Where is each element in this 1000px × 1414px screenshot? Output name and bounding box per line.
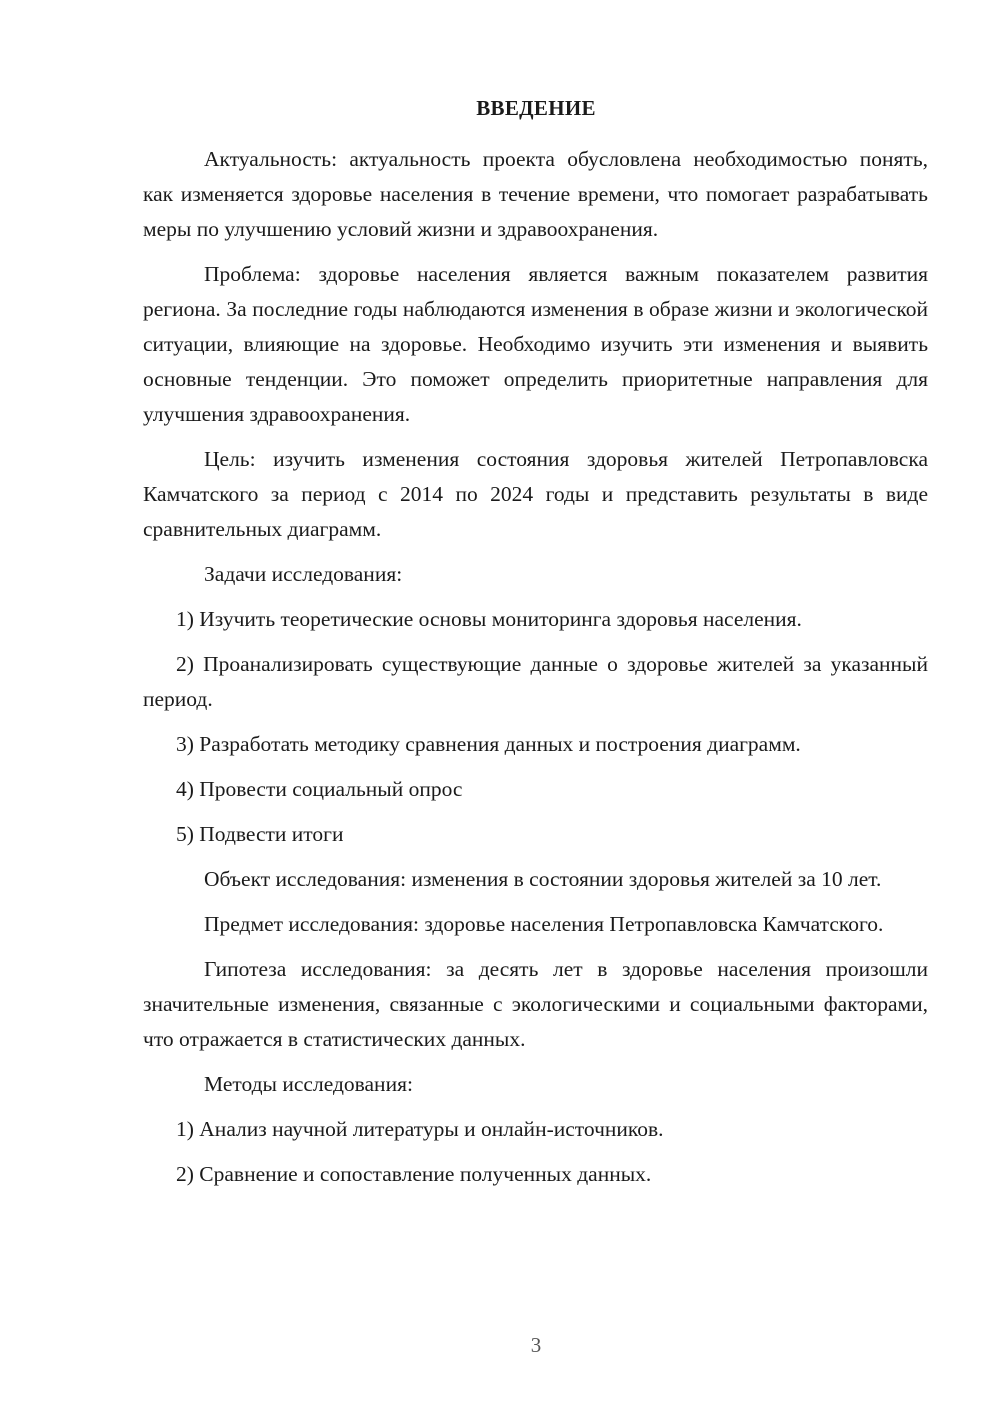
- list-item-task-5: 5) Подвести итоги: [176, 822, 344, 846]
- paragraph-relevance: Актуальность: актуальность проекта обусловлена необходимостью понять, как изменяется здоровье населения в течение времени, что помогает разрабатывать меры по улучшению условий жизни и здравоохранения.: [143, 147, 928, 241]
- paragraph-object: Объект исследования: изменения в состоянии здоровья жителей за 10 лет.: [204, 867, 882, 891]
- list-item-task-3: 3) Разработать методику сравнения данных и построения диаграмм.: [176, 732, 801, 756]
- paragraph-tasks-heading: Задачи исследования:: [204, 562, 403, 586]
- paragraph-problem: Проблема: здоровье населения является важным показателем развития региона. За последние годы наблюдаются изменения в образе жизни и экологической ситуации, влияющие на здоровье. Необходимо изучить эти изменения и выявить основные тенденции. Это поможет определить приоритетные направления для улучшения здравоохранения.: [143, 262, 928, 426]
- body-text: [143, 142, 928, 1202]
- page-number: 3: [530, 1333, 542, 1357]
- list-item-method-2: 2) Сравнение и сопоставление полученных данных.: [176, 1162, 652, 1186]
- list-item-task-1: 1) Изучить теоретические основы мониторинга здоровья населения.: [176, 607, 802, 631]
- list-item-task-4: 4) Провести социальный опрос: [176, 777, 463, 801]
- section-title: ВВЕДЕНИЕ: [476, 96, 596, 120]
- paragraph-subject: Предмет исследования: здоровье населения Петропавловска Камчатского.: [204, 912, 884, 936]
- list-item-task-2: 2) Проанализировать существующие данные о здоровье жителей за указанный период.: [143, 652, 928, 711]
- paragraph-methods-heading: Методы исследования:: [204, 1072, 413, 1096]
- paragraph-hypothesis: Гипотеза исследования: за десять лет в здоровье населения произошли значительные изменения, связанные с экологическими и социальными факторами, что отражается в статистических данных.: [143, 957, 928, 1051]
- list-item-method-1: 1) Анализ научной литературы и онлайн-источников.: [176, 1117, 664, 1141]
- paragraph-goal: Цель: изучить изменения состояния здоровья жителей Петропавловска Камчатского за период с 2014 по 2024 годы и представить результаты в виде сравнительных диаграмм.: [143, 447, 928, 541]
